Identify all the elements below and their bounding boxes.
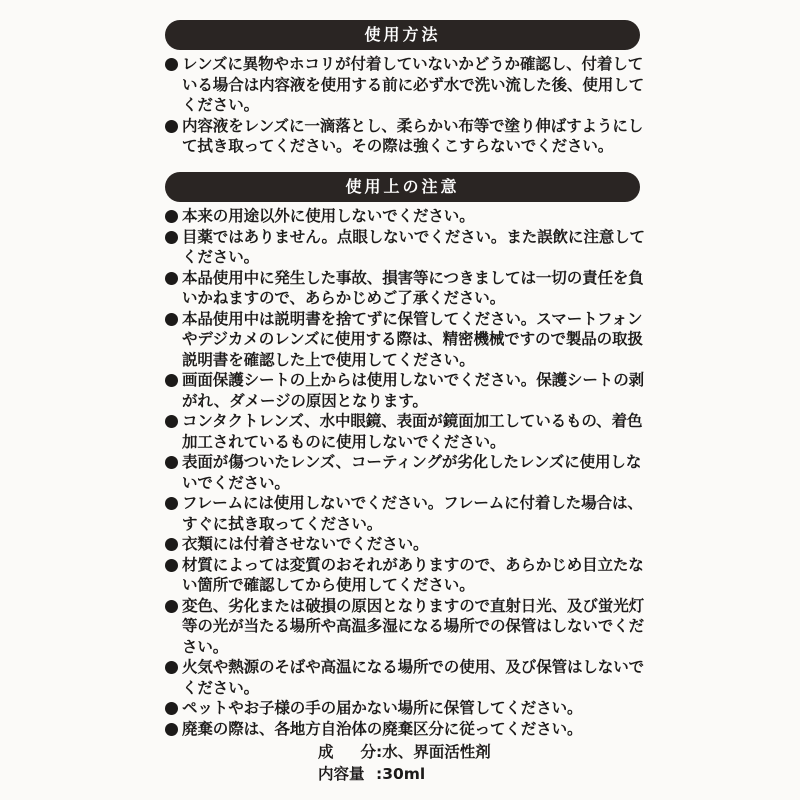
usage-item: レンズに異物やホコリが付着していないかどうか確認し、付着している場合は内容液を使用する前に必ず水で洗い流した後、使用してください。 (165, 54, 655, 116)
usage-section-title: 使用方法 (165, 20, 640, 50)
ingredients-row (318, 741, 491, 763)
caution-item: 本品使用中は説明書を捨てずに保管してください。スマートフォンやデジカメのレンズに使用する際は、精密機械ですので製品の取扱説明書を確認した上で使用してください。 (165, 309, 655, 371)
cautions-section-title: 使用上の注意 (165, 172, 640, 202)
bullet-icon (165, 415, 178, 428)
caution-item: 変色、劣化または破損の原因となりますので直射日光、及び蛍光灯等の光が当たる場所や高温多湿になる場所での保管はしないでください。 (165, 596, 655, 658)
volume-label: 内容量 (318, 765, 365, 783)
bullet-icon (165, 231, 178, 244)
ingredients-label: 成 分 (318, 743, 376, 761)
caution-item: コンタクトレンズ、水中眼鏡、表面が鏡面加工しているもの、着色加工されているものに使用しないでください。 (165, 411, 655, 452)
volume-value: :30ml (376, 765, 426, 783)
bullet-icon (165, 538, 178, 551)
bullet-icon (165, 661, 178, 674)
caution-item: 目薬ではありません。点眼しないでください。また誤飲に注意してください。 (165, 227, 655, 268)
caution-item: 本品使用中に発生した事故、損害等につきましては一切の責任を負いかねますので、あらかじめご了承ください。 (165, 268, 655, 309)
bullet-icon (165, 272, 178, 285)
bullet-icon (165, 210, 178, 223)
caution-item: 廃棄の際は、各地方自治体の廃棄区分に従ってください。 (165, 719, 655, 740)
bullet-icon (165, 120, 178, 133)
bullet-icon (165, 559, 178, 572)
caution-item: 本来の用途以外に使用しないでください。 (165, 206, 655, 227)
caution-item: 表面が傷ついたレンズ、コーティングが劣化したレンズに使用しないでください。 (165, 452, 655, 493)
bullet-icon (165, 723, 178, 736)
bullet-icon (165, 313, 178, 326)
bullet-icon (165, 456, 178, 469)
caution-item: 火気や熱源のそばや高温になる場所での使用、及び保管はしないでください。 (165, 657, 655, 698)
bullet-icon (165, 58, 178, 71)
bullet-icon (165, 600, 178, 613)
bullet-icon (165, 374, 178, 387)
product-specs (318, 741, 491, 785)
caution-item: 材質によっては変質のおそれがありますので、あらかじめ目立たない箇所で確認してから使用してください。 (165, 555, 655, 596)
usage-item: 内容液をレンズに一滴落とし、柔らかい布等で塗り伸ばすようにして拭き取ってください。その際は強くこすらないでください。 (165, 116, 655, 157)
caution-item: ペットやお子様の手の届かない場所に保管してください。 (165, 698, 655, 719)
usage-list (165, 54, 655, 157)
ingredients-value: :水、界面活性剤 (376, 743, 491, 761)
caution-item: フレームには使用しないでください。フレームに付着した場合は、すぐに拭き取ってください。 (165, 493, 655, 534)
volume-row (318, 763, 491, 785)
cautions-list (165, 206, 655, 739)
caution-item: 衣類には付着させないでください。 (165, 534, 655, 555)
bullet-icon (165, 497, 178, 510)
caution-item: 画面保護シートの上からは使用しないでください。保護シートの剥がれ、ダメージの原因となります。 (165, 370, 655, 411)
bullet-icon (165, 702, 178, 715)
